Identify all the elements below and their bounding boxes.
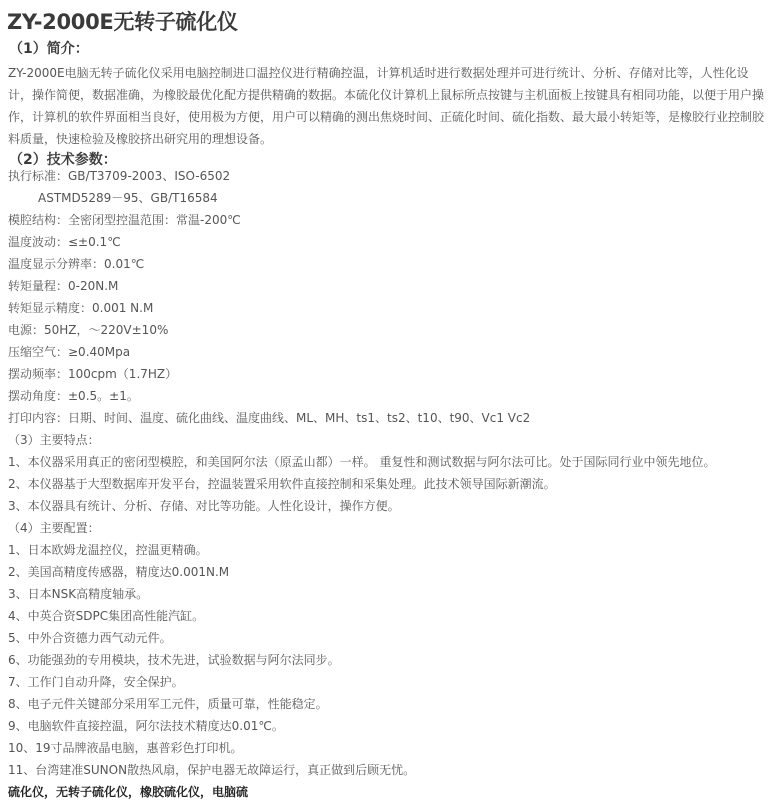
config-item: 6、功能强劲的专用模块，技术先进，试验数据与阿尔法同步。 bbox=[8, 653, 340, 667]
spec-item: 温度显示分辨率：0.01℃ bbox=[8, 257, 145, 271]
config-item: 3、日本NSK高精度轴承。 bbox=[8, 587, 149, 601]
intro-line: ZY-2000E电脑无转子硫化仪采用电脑控制进口温控仪进行精确控温，计算机适时进行数据处理并可进行统计、分析、存储对比等，人性化设 bbox=[8, 66, 749, 80]
intro-heading: （1）简介： bbox=[9, 41, 89, 57]
config-item: 10、19寸品牌液晶电脑，惠普彩色打印机。 bbox=[8, 741, 243, 755]
spec-item: 转矩量程：0-20N.M bbox=[8, 279, 119, 293]
spec-item: 电源：50HZ，～220V±10% bbox=[8, 323, 169, 337]
config-item: 4、中英合资SDPC集团高性能汽缸。 bbox=[8, 609, 205, 623]
feature-item: 2、本仪器基于大型数据库开发平台，控温装置采用软件直接控制和采集处理。此技术领导国际新潮流。 bbox=[8, 477, 556, 491]
intro-paragraph bbox=[8, 62, 765, 150]
intro-line: 作，计算机的软件界面相当良好，使用极为方便，用户可以精确的测出焦烧时间、正硫化时间、硫化指数、最大最小转矩等，是橡胶行业控制胶 bbox=[8, 110, 765, 124]
config-item: 7、工作门自动升降，安全保护。 bbox=[8, 675, 184, 689]
config-heading: （4）主要配置： bbox=[8, 521, 100, 535]
spec-item: 转矩显示精度：0.001 N.M bbox=[8, 301, 154, 315]
spec-item: 打印内容：日期、时间、温度、硫化曲线、温度曲线、ML、MH、ts1、ts2、t10、t90、Vc1 Vc2 bbox=[8, 411, 531, 425]
intro-line: 计，操作简便，数据准确，为橡胶最优化配方提供精确的数据。本硫化仪计算机上鼠标所点按键与主机面板上按键具有相同功能，以便于用户操 bbox=[8, 88, 765, 102]
spec-item: 温度波动：≤±0.1℃ bbox=[8, 235, 121, 249]
feature-item: 1、本仪器采用真正的密闭型模腔，和美国阿尔法（原孟山都）一样。 重复性和测试数据与阿尔法可比。处于国际同行业中领先地位。 bbox=[8, 455, 716, 469]
spec-standard: 执行标准：GB/T3709-2003、ISO-6502 bbox=[8, 169, 231, 183]
keyword-tags: 硫化仪，无转子硫化仪，橡胶硫化仪，电脑硫 bbox=[8, 785, 249, 799]
config-item: 9、电脑软件直接控温，阿尔法技术精度达0.01℃。 bbox=[8, 719, 284, 733]
config-item: 2、美国高精度传感器，精度达0.001N.M bbox=[8, 565, 230, 579]
config-item: 11、台湾建准SUNON散热风扇，保护电器无故障运行，真正做到后顾无忧。 bbox=[8, 763, 416, 777]
config-item: 5、中外合资德力西气动元件。 bbox=[8, 631, 172, 645]
page-title: ZY-2000E无转子硫化仪 bbox=[7, 10, 238, 34]
intro-line: 料质量，快速检验及橡胶挤出研究用的理想设备。 bbox=[8, 132, 273, 146]
config-item: 8、电子元件关键部分采用军工元件，质量可靠，性能稳定。 bbox=[8, 697, 328, 711]
spec-standard-continued: ASTMD5289－95、GB/T16584 bbox=[38, 191, 218, 205]
config-item: 1、日本欧姆龙温控仪，控温更精确。 bbox=[8, 543, 208, 557]
spec-item: 摆动频率：100cpm（1.7HZ） bbox=[8, 367, 178, 381]
spec-item: 模腔结构：全密闭型控温范围：常温-200℃ bbox=[8, 213, 241, 227]
spec-item: 摆动角度：±0.5。±1。 bbox=[8, 389, 139, 403]
specs-heading: （2）技术参数： bbox=[9, 152, 117, 168]
feature-item: 3、本仪器具有统计、分析、存储、对比等功能。人性化设计，操作方便。 bbox=[8, 499, 400, 513]
spec-item: 压缩空气：≥0.40Mpa bbox=[8, 345, 131, 359]
features-heading: （3）主要特点： bbox=[8, 433, 100, 447]
